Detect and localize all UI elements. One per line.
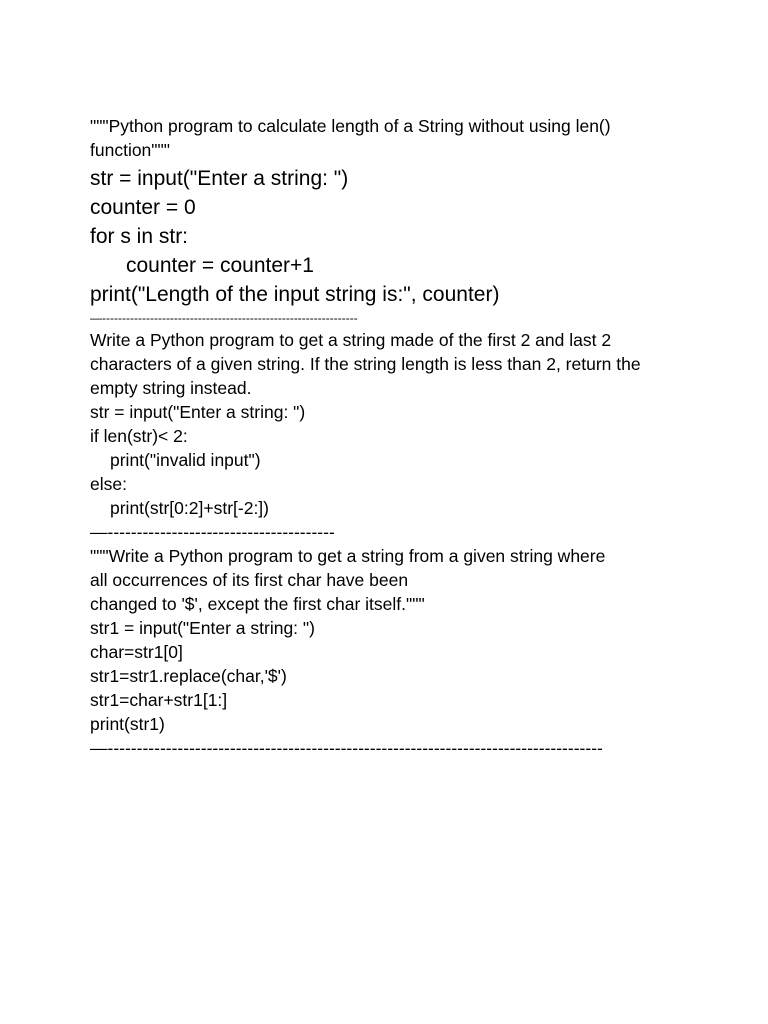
code-line-indented: print(str[0:2]+str[-2:]) xyxy=(110,498,269,518)
separator-line: —--------------------------------------- xyxy=(90,522,335,542)
separator-line: —---------------------------------------------------------------- xyxy=(90,311,358,325)
docstring-line: all occurrences of its first char have been xyxy=(90,570,409,590)
code-line-indented: counter = counter+1 xyxy=(126,254,314,277)
docstring-line: changed to '$', except the first char itself.""" xyxy=(90,594,425,614)
description-line: characters of a given string. If the string length is less than 2, return the xyxy=(90,354,641,374)
separator-line: —------------------------------------------------------------------------------------- xyxy=(90,738,603,758)
code-line: str1=char+str1[1:] xyxy=(90,690,228,710)
replace-first-char-program-section xyxy=(90,544,641,736)
document-content xyxy=(90,114,641,760)
docstring-line: function""" xyxy=(90,140,170,160)
code-line: print(str1) xyxy=(90,714,165,734)
code-line: counter = 0 xyxy=(90,196,196,219)
code-line-indented: print("invalid input") xyxy=(110,450,261,470)
code-line: for s in str: xyxy=(90,225,189,248)
code-line: str1 = input("Enter a string: ") xyxy=(90,618,315,638)
code-block xyxy=(90,164,641,309)
code-line: str1=str1.replace(char,'$') xyxy=(90,666,287,686)
code-line: str = input("Enter a string: ") xyxy=(90,167,349,190)
length-program-section xyxy=(90,114,641,309)
description-line: empty string instead. xyxy=(90,378,252,398)
code-line: str = input("Enter a string: ") xyxy=(90,402,306,422)
description-line: Write a Python program to get a string made of the first 2 and last 2 xyxy=(90,330,612,350)
docstring-line: """Write a Python program to get a string from a given string where xyxy=(90,546,606,566)
first-last-two-program-section xyxy=(90,328,641,520)
code-line: else: xyxy=(90,474,127,494)
code-line: char=str1[0] xyxy=(90,642,183,662)
docstring-line: """Python program to calculate length of a String without using len() xyxy=(90,116,611,136)
code-line: print("Length of the input string is:", counter) xyxy=(90,283,500,306)
code-line: if len(str)< 2: xyxy=(90,426,188,446)
